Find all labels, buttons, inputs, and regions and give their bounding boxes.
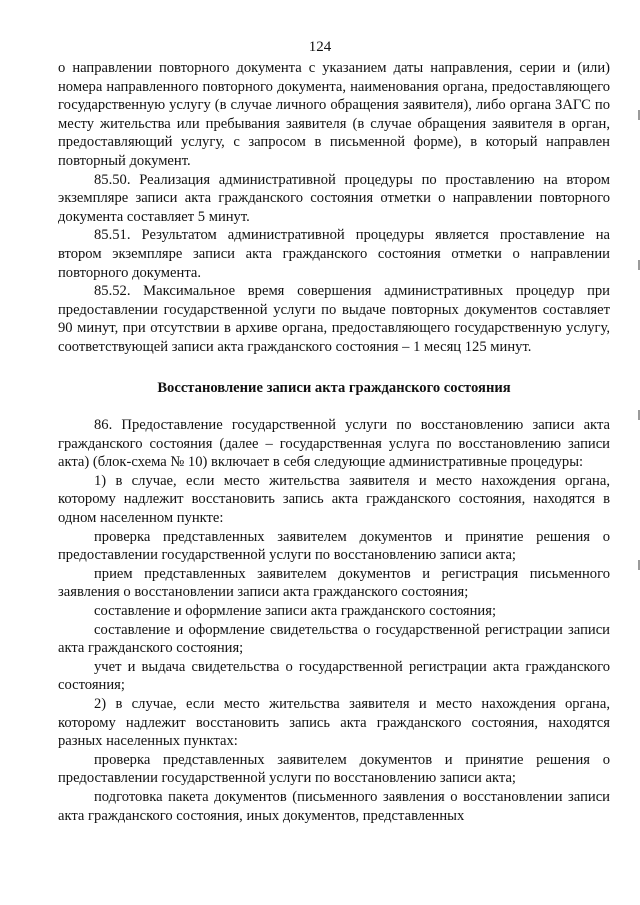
- paragraph-86: 86. Предоставление государственной услуги по восстановлению записи акта гражданского состояния (далее – государственная услуга по восстановлению записи акта) (блок-схема № 10) включает в себя следующие административные процедуры:: [58, 417, 610, 471]
- paragraph-85-51: 85.51. Результатом административной процедуры является проставление на втором экземпляре записи акта гражданского состояния отметки о направлении повторного документа.: [58, 227, 610, 281]
- spacer: [58, 357, 610, 379]
- paragraph-85-52: 85.52. Максимальное время совершения административных процедур при предоставлении государственной услуги по выдаче повторных документов составляет 90 минут, при отсутствии в архиве органа, предоставляющего государственную услугу, соответствующей записи акта гражданского состояния – 1 месяц 125 минут.: [58, 283, 610, 355]
- spacer: [58, 397, 610, 416]
- paragraph-continuation: о направлении повторного документа с указанием даты направления, серии и (или) номера направленного повторного документа, наименования органа, предоставляющего государственную услугу (в случае личного обращения заявителя), либо органа ЗАГС по месту жительства или пребывания заявителя (в случае обращения заявителя в орган, предоставляющий услугу, с запросом в письменной форме), в который направлен повторный документ.: [58, 60, 610, 169]
- list-item: составление и оформление свидетельства о государственной регистрации записи акта гражданского состояния;: [58, 621, 610, 657]
- list-item: проверка представленных заявителем документов и принятие решения о предоставлении государственной услуги по восстановлению записи акта;: [58, 528, 610, 564]
- list-item: подготовка пакета документов (письменного заявления о восстановлении записи акта гражданского состояния, иных документов, представленных: [58, 788, 610, 824]
- list-item: составление и оформление записи акта гражданского состояния;: [94, 603, 497, 620]
- section-heading: Восстановление записи акта гражданского состояния: [157, 379, 511, 396]
- document-body: [58, 59, 610, 825]
- list-item: учет и выдача свидетельства о государственной регистрации акта гражданского состояния;: [58, 658, 610, 694]
- list-item: прием представленных заявителем документов и регистрация письменного заявления о восстановлении записи акта гражданского состояния;: [58, 565, 610, 601]
- list-item-case-2: 2) в случае, если место жительства заявителя и место нахождения органа, которому надлежит восстановить запись акта гражданского состояния, находятся разных населенных пунктах:: [58, 696, 610, 750]
- page-number: 124: [308, 39, 332, 55]
- paragraph-85-50: 85.50. Реализация административной процедуры по проставлению на втором экземпляре записи акта гражданского состояния отметки о направлении повторного документа составляет 5 минут.: [58, 171, 610, 225]
- list-item-case-1: 1) в случае, если место жительства заявителя и место нахождения органа, которому надлежит восстановить запись акта гражданского состояния, находятся в одном населенном пункте:: [58, 472, 610, 527]
- list-item: проверка представленных заявителем документов и принятие решения о предоставлении государственной услуги по восстановлению записи акта;: [58, 751, 610, 787]
